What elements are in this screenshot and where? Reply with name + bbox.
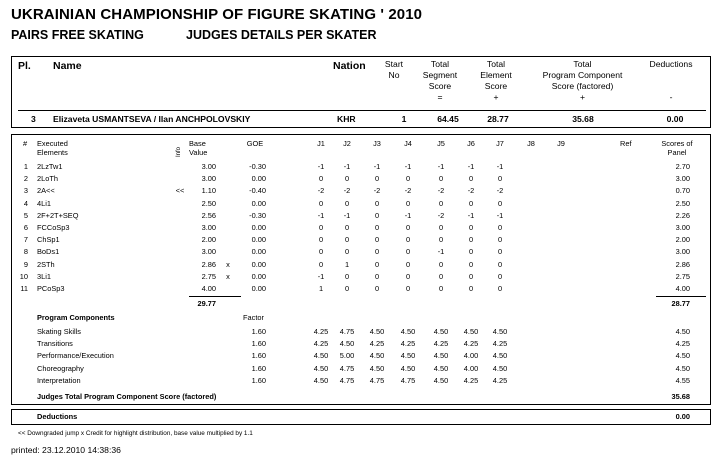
element-num: 6 [23, 223, 28, 232]
element-judge-4: 0 [405, 271, 411, 281]
element-panel-score: 0.70 [675, 186, 690, 196]
component-judge-6: 4.00 [463, 351, 479, 361]
element-judge-4: 0 [405, 284, 411, 293]
element-panel-score: 2.75 [675, 271, 690, 281]
component-judge-7: 4.50 [492, 351, 508, 361]
component-judge-3: 4.50 [369, 351, 385, 361]
component-panel-score: 4.50 [675, 363, 690, 373]
element-name: BoDs1 [37, 247, 60, 257]
elements-base-total: 29.77 [197, 299, 216, 308]
component-judge-6: 4.00 [463, 363, 479, 373]
element-judge-7: -1 [496, 210, 504, 220]
element-goe: -0.40 [249, 186, 266, 196]
element-panel-score: 2.50 [675, 198, 690, 208]
element-judge-2: 0 [344, 284, 350, 293]
component-name: Interpretation [37, 375, 81, 385]
element-judge-5: 0 [438, 198, 444, 208]
element-goe: -0.30 [249, 210, 266, 220]
element-judge-7: -2 [496, 186, 504, 196]
element-judge-5: -1 [437, 162, 445, 171]
element-judge-5: 0 [438, 235, 444, 245]
element-name: 3Li1 [37, 271, 51, 281]
element-num: 1 [23, 162, 28, 171]
col-j7-header: J7 [496, 139, 504, 148]
element-judge-6: 0 [468, 271, 474, 281]
element-judge-7: 0 [497, 271, 503, 281]
element-judge-4: -1 [404, 162, 412, 171]
element-judge-3: 0 [374, 174, 380, 184]
components-total-label: Judges Total Program Component Score (factored) [37, 392, 217, 401]
col-executed-header: Executed Elements [37, 139, 68, 157]
component-name: Choreography [37, 363, 84, 373]
element-judge-3: 0 [374, 284, 380, 293]
element-goe: 0.00 [251, 259, 266, 269]
element-judge-7: 0 [497, 223, 503, 232]
component-judge-3: 4.50 [369, 363, 385, 373]
skater-total-element-score: 28.77 [487, 114, 509, 124]
element-judge-3: 0 [374, 271, 380, 281]
component-judge-4: 4.50 [400, 327, 416, 336]
element-name: 2LoTh [37, 174, 58, 184]
col-j1-header: J1 [317, 139, 325, 148]
component-judge-5: 4.50 [433, 327, 449, 336]
element-base-value: 2.86 [201, 259, 216, 269]
summary-header-name: Name [53, 60, 82, 72]
element-goe: 0.00 [251, 284, 266, 293]
deductions-box [11, 409, 711, 425]
element-judge-4: -2 [404, 186, 412, 196]
element-goe: 0.00 [251, 247, 266, 257]
details-box [11, 134, 711, 405]
component-panel-score: 4.50 [675, 327, 690, 336]
element-num: 10 [19, 271, 28, 281]
element-judge-1: 0 [318, 259, 324, 269]
component-judge-5: 4.25 [433, 339, 449, 349]
element-judge-2: 0 [344, 247, 350, 257]
component-factor: 1.60 [251, 375, 266, 385]
component-judge-6: 4.25 [463, 375, 479, 385]
components-header-factor: Factor [243, 313, 264, 322]
element-goe: 0.00 [251, 223, 266, 232]
summary-header-nation: Nation [333, 60, 366, 72]
element-goe: 0.00 [251, 174, 266, 184]
element-judge-5: 0 [438, 174, 444, 184]
element-num: 2 [23, 174, 28, 184]
component-judge-2: 4.75 [339, 375, 355, 385]
col-j4-header: J4 [404, 139, 412, 148]
component-judge-4: 4.50 [400, 363, 416, 373]
printed-timestamp: printed: 23.12.2010 14:38:36 [11, 445, 121, 455]
component-name: Transitions [37, 339, 73, 349]
element-name: 2STh [37, 259, 55, 269]
element-base-value: 3.00 [201, 174, 216, 184]
col-j2-header: J2 [343, 139, 351, 148]
skater-place: 3 [31, 114, 36, 124]
deductions-value: 0.00 [675, 412, 690, 421]
element-panel-score: 2.26 [675, 210, 690, 220]
element-base-value: 3.00 [201, 162, 216, 171]
element-judge-1: 0 [318, 235, 324, 245]
components-header-label: Program Components [37, 313, 115, 322]
element-judge-5: -1 [437, 247, 445, 257]
summary-header-total-element: Total Element Score + [480, 59, 512, 102]
col-j8-header: J8 [527, 139, 535, 148]
element-name: FCCoSp3 [37, 223, 70, 232]
element-judge-6: -2 [467, 186, 475, 196]
element-panel-score: 2.00 [675, 235, 690, 245]
element-judge-5: -2 [437, 186, 445, 196]
element-judge-2: 1 [344, 259, 350, 269]
element-judge-3: -2 [373, 186, 381, 196]
summary-header-total-pcs: Total Program Component Score (factored) + [542, 59, 623, 102]
element-judge-2: -1 [343, 162, 351, 171]
element-judge-6: 0 [468, 259, 474, 269]
component-panel-score: 4.55 [675, 375, 690, 385]
component-judge-3: 4.25 [369, 339, 385, 349]
element-judge-7: 0 [497, 284, 503, 293]
element-num: 7 [23, 235, 28, 245]
element-judge-4: 0 [405, 198, 411, 208]
element-judge-3: 0 [374, 210, 380, 220]
element-judge-7: 0 [497, 198, 503, 208]
skater-nation: KHR [337, 114, 356, 124]
element-judge-5: 0 [438, 223, 444, 232]
element-judge-6: 0 [468, 198, 474, 208]
component-judge-7: 4.25 [492, 339, 508, 349]
element-judge-7: 0 [497, 247, 503, 257]
component-judge-7: 4.50 [492, 363, 508, 373]
element-judge-1: 0 [318, 247, 324, 257]
col-ref-header: Ref [620, 139, 632, 148]
component-judge-2: 4.50 [339, 339, 355, 349]
component-judge-5: 4.50 [433, 375, 449, 385]
skater-total-segment-score: 64.45 [437, 114, 459, 124]
element-judge-6: -1 [467, 210, 475, 220]
element-judge-5: 0 [438, 259, 444, 269]
element-name: PCoSp3 [37, 284, 65, 293]
component-name: Performance/Execution [37, 351, 114, 361]
element-judge-6: 0 [468, 284, 474, 293]
element-judge-3: 0 [374, 247, 380, 257]
element-judge-7: 0 [497, 174, 503, 184]
element-judge-6: 0 [468, 174, 474, 184]
element-judge-3: 0 [374, 259, 380, 269]
component-judge-5: 4.50 [433, 363, 449, 373]
element-base-value: 1.10 [201, 186, 216, 196]
component-judge-3: 4.75 [369, 375, 385, 385]
component-judge-7: 4.25 [492, 375, 508, 385]
element-info: << [175, 186, 185, 196]
score-total-divider [656, 296, 706, 297]
base-total-divider [189, 296, 241, 297]
element-judge-4: 0 [405, 259, 411, 269]
elements-score-total: 28.77 [671, 299, 690, 308]
component-factor: 1.60 [251, 327, 266, 336]
segment-title: PAIRS FREE SKATING [11, 28, 144, 42]
col-j6-header: J6 [467, 139, 475, 148]
element-panel-score: 2.86 [675, 259, 690, 269]
element-judge-2: 0 [344, 223, 350, 232]
skater-name: Elizaveta USMANTSEVA / Ilan ANCHPOLOVSKIY [53, 114, 251, 124]
element-judge-1: 0 [318, 198, 324, 208]
element-judge-5: 0 [438, 271, 444, 281]
element-judge-3: 0 [374, 223, 380, 232]
element-judge-4: 0 [405, 223, 411, 232]
element-judge-4: -1 [404, 210, 412, 220]
element-judge-6: 0 [468, 247, 474, 257]
element-judge-5: -2 [437, 210, 445, 220]
element-judge-2: 0 [344, 174, 350, 184]
element-num: 8 [23, 247, 28, 257]
element-base-value: 2.56 [201, 210, 216, 220]
element-judge-2: 0 [344, 198, 350, 208]
col-goe-header: GOE [246, 139, 264, 148]
component-panel-score: 4.25 [675, 339, 690, 349]
element-panel-score: 3.00 [675, 223, 690, 232]
element-judge-1: -2 [317, 186, 325, 196]
component-judge-1: 4.50 [313, 375, 329, 385]
element-judge-1: -1 [317, 271, 325, 281]
element-judge-4: 0 [405, 174, 411, 184]
element-judge-5: 0 [438, 284, 444, 293]
component-judge-3: 4.50 [369, 327, 385, 336]
element-goe: 0.00 [251, 198, 266, 208]
component-judge-1: 4.25 [313, 327, 329, 336]
element-judge-6: -1 [467, 162, 475, 171]
element-base-value: 2.50 [201, 198, 216, 208]
element-base-value: 3.00 [201, 247, 216, 257]
element-base-value: 2.00 [201, 235, 216, 245]
deductions-label: Deductions [37, 412, 78, 421]
element-judge-2: -1 [343, 210, 351, 220]
element-panel-score: 4.00 [675, 284, 690, 293]
component-judge-6: 4.50 [463, 327, 479, 336]
component-name: Skating Skills [37, 327, 81, 336]
component-factor: 1.60 [251, 351, 266, 361]
element-num: 9 [23, 259, 28, 269]
summary-header-pl: Pl. [18, 60, 31, 72]
element-judge-2: 0 [344, 271, 350, 281]
component-judge-7: 4.50 [492, 327, 508, 336]
element-num: 3 [23, 186, 28, 196]
element-panel-score: 2.70 [675, 162, 690, 171]
component-factor: 1.60 [251, 339, 266, 349]
summary-header-start: Start No [384, 59, 404, 80]
summary-header-deductions: Deductions - [649, 59, 693, 102]
element-num: 11 [20, 284, 28, 293]
component-judge-1: 4.25 [313, 339, 329, 349]
component-judge-6: 4.25 [463, 339, 479, 349]
element-judge-1: 0 [318, 223, 324, 232]
element-goe: -0.30 [249, 162, 266, 171]
element-judge-1: 0 [318, 174, 324, 184]
element-base-value: 2.75 [201, 271, 216, 281]
element-judge-6: 0 [468, 235, 474, 245]
summary-divider [18, 110, 706, 111]
element-bv-bonus: x [226, 271, 230, 281]
element-goe: 0.00 [251, 271, 266, 281]
element-name: 2A<< [37, 186, 55, 196]
element-num: 5 [23, 210, 28, 220]
skater-deductions: 0.00 [666, 114, 684, 124]
element-panel-score: 3.00 [675, 174, 690, 184]
component-judge-2: 4.75 [339, 363, 355, 373]
element-base-value: 3.00 [201, 223, 216, 232]
element-judge-4: 0 [405, 247, 411, 257]
event-title: UKRAINIAN CHAMPIONSHIP OF FIGURE SKATING ' 2010 [11, 6, 423, 23]
col-base-header: Base Value [189, 139, 208, 157]
element-judge-4: 0 [405, 235, 411, 245]
element-panel-score: 3.00 [675, 247, 690, 257]
element-judge-1: -1 [317, 162, 325, 171]
element-bv-bonus: x [226, 259, 230, 269]
summary-header-total-segment: Total Segment Score = [422, 59, 458, 102]
element-name: 2F+2T+SEQ [37, 210, 79, 220]
element-judge-3: -1 [373, 162, 381, 171]
element-judge-7: 0 [497, 235, 503, 245]
component-panel-score: 4.50 [675, 351, 690, 361]
element-judge-2: -2 [343, 186, 351, 196]
components-total-score: 35.68 [671, 392, 690, 401]
element-judge-3: 0 [374, 198, 380, 208]
element-judge-1: -1 [317, 210, 325, 220]
component-judge-1: 4.50 [313, 351, 329, 361]
component-judge-4: 4.75 [400, 375, 416, 385]
skater-total-pcs: 35.68 [572, 114, 594, 124]
element-name: ChSp1 [37, 235, 60, 245]
col-j5-header: J5 [437, 139, 445, 148]
element-judge-1: 1 [318, 284, 324, 293]
col-info-header: Info [176, 146, 182, 157]
component-factor: 1.60 [251, 363, 266, 373]
element-goe: 0.00 [251, 235, 266, 245]
footnote: << Downgraded jump x Credit for highlight distribution, base value multiplied by 1.1 [18, 430, 253, 437]
report-title: JUDGES DETAILS PER SKATER [186, 28, 377, 42]
col-j3-header: J3 [373, 139, 381, 148]
element-base-value: 4.00 [201, 284, 216, 293]
component-judge-4: 4.50 [400, 351, 416, 361]
element-judge-3: 0 [374, 235, 380, 245]
skater-start-no: 1 [401, 114, 407, 124]
component-judge-1: 4.50 [313, 363, 329, 373]
col-scores-header: Scores of Panel [661, 139, 693, 157]
col-j9-header: J9 [557, 139, 565, 148]
element-name: 2LzTw1 [37, 162, 63, 171]
element-judge-2: 0 [344, 235, 350, 245]
element-judge-7: -1 [496, 162, 504, 171]
element-num: 4 [23, 198, 28, 208]
component-judge-2: 5.00 [339, 351, 355, 361]
element-judge-6: 0 [468, 223, 474, 232]
component-judge-4: 4.25 [400, 339, 416, 349]
element-name: 4Li1 [37, 198, 51, 208]
col-num-header: # [23, 139, 28, 148]
component-judge-5: 4.50 [433, 351, 449, 361]
element-judge-7: 0 [497, 259, 503, 269]
component-judge-2: 4.75 [339, 327, 355, 336]
